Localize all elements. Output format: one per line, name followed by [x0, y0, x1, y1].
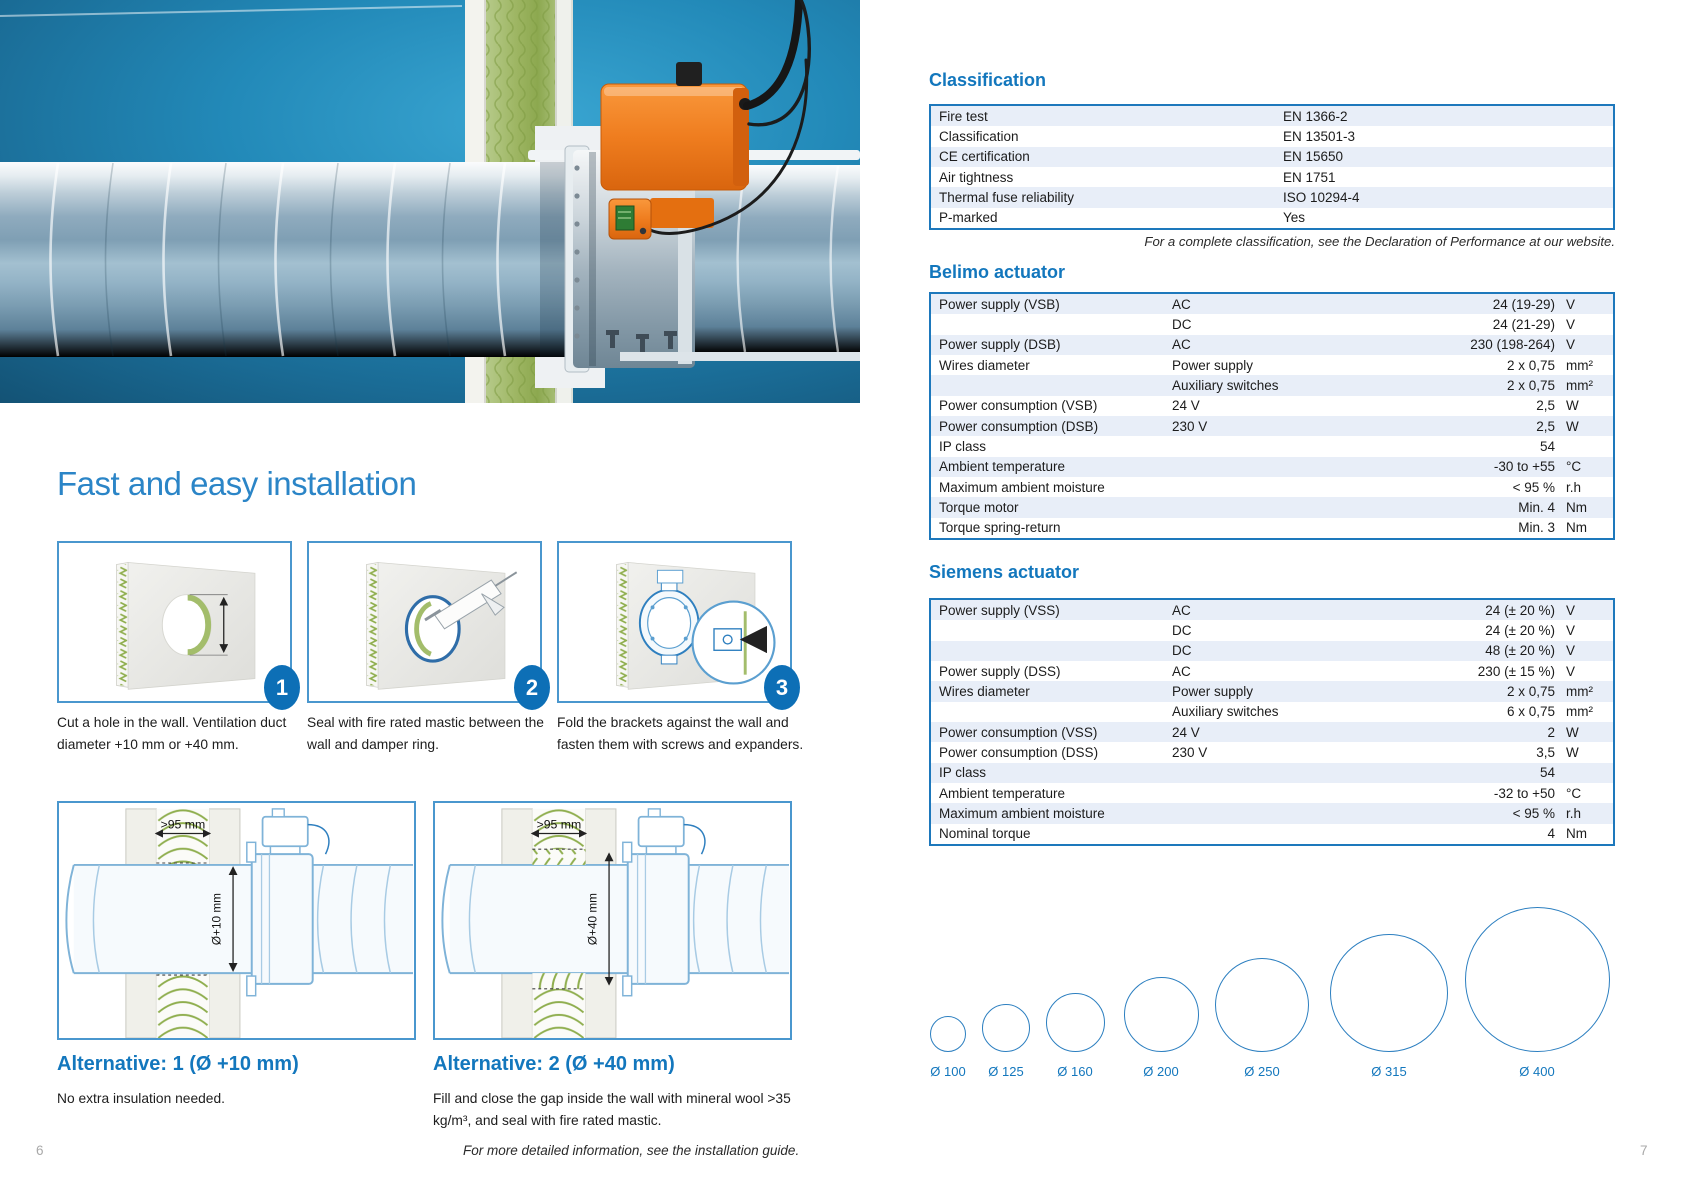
table-cell: EN 13501-3: [1283, 129, 1356, 145]
table-row: [931, 187, 1613, 207]
table-cell: EN 1751: [1283, 169, 1336, 185]
step1-illustration: [59, 543, 290, 701]
table-cell: 54: [1539, 439, 1555, 455]
table-cell: mm²: [1566, 378, 1593, 394]
table-row: [931, 355, 1613, 375]
table-cell: W: [1566, 418, 1579, 434]
page-number-left: 6: [36, 1143, 44, 1158]
table-cell: AC: [1172, 663, 1191, 679]
diameter-circle: [1465, 907, 1610, 1052]
step2-illustration: [309, 543, 540, 701]
table-cell: Power consumption (DSS): [939, 745, 1099, 761]
diameter-dimension-label: Ø+10 mm: [210, 892, 224, 946]
table-row: [931, 416, 1613, 436]
table-cell: 230 (± 15 %): [1477, 663, 1555, 679]
table-row: [931, 702, 1613, 722]
table-cell: mm²: [1566, 704, 1593, 720]
table-cell: Fire test: [939, 108, 988, 124]
table-cell: Torque spring-return: [939, 520, 1061, 536]
table-cell: Nm: [1566, 500, 1587, 516]
step-caption-1: Cut a hole in the wall. Ventilation duct diameter +10 mm or +40 mm.: [57, 715, 287, 753]
table-cell: 230 V: [1172, 418, 1208, 434]
table-cell: 2 x 0,75: [1506, 378, 1555, 394]
table-cell: Classification: [939, 129, 1019, 145]
page-number-right: 7: [1640, 1143, 1648, 1158]
belimo-table: [929, 292, 1615, 540]
table-cell: IP class: [939, 765, 987, 781]
table-row: [931, 436, 1613, 456]
table-row: [931, 396, 1613, 416]
table-cell: mm²: [1566, 684, 1593, 700]
table-cell: Thermal fuse reliability: [939, 190, 1075, 206]
table-row: [931, 147, 1613, 167]
table-cell: Wires diameter: [939, 357, 1030, 373]
table-cell: Power supply (VSB): [939, 296, 1060, 312]
table-cell: Min. 3: [1518, 520, 1555, 536]
table-cell: -30 to +55: [1493, 459, 1555, 475]
table-cell: 3,5: [1536, 745, 1555, 761]
diameter-label: Ø 200: [1143, 1064, 1179, 1079]
alternative2-heading: Alternative: 2 (Ø +40 mm): [433, 1053, 675, 1075]
table-row: [931, 518, 1613, 538]
table-cell: Power supply: [1172, 357, 1254, 373]
table-cell: 24 (19-29): [1492, 296, 1555, 312]
table-cell: < 95 %: [1512, 806, 1555, 822]
step-caption-2: Seal with fire rated mastic between the wall and damper ring.: [307, 715, 544, 753]
table-cell: 2 x 0,75: [1506, 357, 1555, 373]
step-box-3: [557, 541, 792, 703]
siemens-heading: Siemens actuator: [929, 562, 1080, 582]
wall-thickness-label: >95 mm: [160, 817, 206, 832]
table-cell: r.h: [1566, 479, 1582, 495]
table-cell: EN 1366-2: [1283, 108, 1348, 124]
table-cell: Power supply (DSS): [939, 663, 1061, 679]
diameter-label: Ø 250: [1244, 1064, 1280, 1079]
table-cell: 230 V: [1172, 745, 1208, 761]
belimo-heading: Belimo actuator: [929, 262, 1066, 282]
table-cell: 24 (21-29): [1492, 317, 1555, 333]
table-cell: 230 (198-264): [1470, 337, 1555, 353]
alternative1-heading: Alternative: 1 (Ø +10 mm): [57, 1053, 299, 1075]
table-cell: V: [1566, 643, 1576, 659]
diameter-dimension-label: Ø+40 mm: [586, 892, 600, 946]
step3-illustration: [559, 543, 790, 701]
table-cell: Ambient temperature: [939, 459, 1066, 475]
diameter-circle: [1124, 977, 1199, 1052]
table-cell: W: [1566, 745, 1579, 761]
table-cell: 24 V: [1172, 398, 1200, 414]
table-cell: Wires diameter: [939, 684, 1030, 700]
table-cell: Air tightness: [939, 169, 1014, 185]
table-cell: Auxiliary switches: [1172, 704, 1279, 720]
table-row: [931, 126, 1613, 146]
table-row: [931, 497, 1613, 517]
diameter-circle: [1046, 993, 1105, 1052]
table-cell: Power supply (VSS): [939, 602, 1060, 618]
table-cell: AC: [1172, 602, 1191, 618]
table-cell: 2,5: [1536, 398, 1555, 414]
table-row: [931, 375, 1613, 395]
hero-monitor-device: [609, 199, 651, 239]
table-cell: Power consumption (VSB): [939, 398, 1098, 414]
hero-lower-rail: [620, 352, 860, 361]
alternative1-box: [57, 801, 416, 1040]
table-cell: -32 to +50: [1493, 785, 1555, 801]
table-cell: V: [1566, 296, 1576, 312]
table-row: [931, 457, 1613, 477]
table-cell: Torque motor: [939, 500, 1019, 516]
table-cell: V: [1566, 337, 1576, 353]
table-cell: DC: [1172, 317, 1192, 333]
table-row: [931, 335, 1613, 355]
table-row: [931, 314, 1613, 334]
table-cell: Nm: [1566, 826, 1587, 842]
alternative1-body: No extra insulation needed.: [57, 1091, 225, 1106]
table-cell: °C: [1566, 785, 1582, 801]
table-row: [931, 763, 1613, 783]
table-cell: Yes: [1283, 210, 1306, 226]
table-row: [931, 208, 1613, 228]
alternative1-diagram: [59, 803, 414, 1038]
diameter-label: Ø 315: [1371, 1064, 1407, 1079]
alternative2-diagram: [435, 803, 790, 1038]
table-cell: 24 (± 20 %): [1485, 602, 1555, 618]
table-row: [931, 783, 1613, 803]
table-row: [931, 722, 1613, 742]
classification-note: For a complete classification, see the Declaration of Performance at our website.: [1144, 234, 1615, 249]
diameter-circle: [1215, 958, 1309, 1052]
table-cell: r.h: [1566, 806, 1582, 822]
table-cell: P-marked: [939, 210, 998, 226]
table-cell: Auxiliary switches: [1172, 378, 1279, 394]
table-row: [931, 600, 1613, 620]
hero-duct: [0, 162, 860, 357]
table-row: [931, 477, 1613, 497]
step-number-badge: 2: [514, 665, 550, 710]
table-cell: EN 15650: [1283, 149, 1344, 165]
table-cell: W: [1566, 724, 1579, 740]
table-cell: ISO 10294-4: [1283, 190, 1360, 206]
table-cell: V: [1566, 602, 1576, 618]
table-cell: AC: [1172, 296, 1191, 312]
table-row: [931, 106, 1613, 126]
table-cell: Ambient temperature: [939, 785, 1066, 801]
table-cell: Power supply: [1172, 684, 1254, 700]
siemens-table: [929, 598, 1615, 846]
page-title: Fast and easy installation: [57, 465, 417, 502]
alternative2-box: [433, 801, 792, 1040]
diameter-circle: [1330, 934, 1448, 1052]
table-cell: DC: [1172, 623, 1192, 639]
table-cell: AC: [1172, 337, 1191, 353]
table-cell: Maximum ambient moisture: [939, 806, 1105, 822]
table-cell: 24 (± 20 %): [1485, 623, 1555, 639]
step-number-badge: 1: [264, 665, 300, 710]
table-cell: V: [1566, 317, 1576, 333]
table-row: [931, 681, 1613, 701]
table-cell: DC: [1172, 643, 1192, 659]
step-box-2: [307, 541, 542, 703]
table-cell: 4: [1547, 826, 1555, 842]
table-row: [931, 641, 1613, 661]
diameter-label: Ø 100: [930, 1064, 966, 1079]
table-row: [931, 167, 1613, 187]
table-row: [931, 294, 1613, 314]
diameter-label: Ø 400: [1519, 1064, 1555, 1079]
table-cell: 48 (± 20 %): [1485, 643, 1555, 659]
step-box-1: [57, 541, 292, 703]
diameter-label: Ø 160: [1057, 1064, 1093, 1079]
table-cell: V: [1566, 663, 1576, 679]
diameter-label: Ø 125: [988, 1064, 1024, 1079]
classification-heading: Classification: [929, 70, 1047, 90]
table-cell: °C: [1566, 459, 1582, 475]
table-cell: Maximum ambient moisture: [939, 479, 1105, 495]
diameter-circle: [930, 1016, 966, 1052]
table-cell: Nm: [1566, 520, 1587, 536]
table-cell: V: [1566, 623, 1576, 639]
table-cell: Power consumption (DSB): [939, 418, 1099, 434]
table-cell: Power consumption (VSS): [939, 724, 1098, 740]
table-cell: Power supply (DSB): [939, 337, 1061, 353]
table-cell: 2 x 0,75: [1506, 684, 1555, 700]
table-cell: W: [1566, 398, 1579, 414]
step-number-badge: 3: [764, 665, 800, 710]
alternative2-body: Fill and close the gap inside the wall with mineral wool >35 kg/m³, and seal with fire rated mastic.: [433, 1091, 791, 1129]
wall-thickness-label: >95 mm: [536, 817, 582, 832]
table-cell: Nominal torque: [939, 826, 1031, 842]
table-cell: 2: [1547, 724, 1555, 740]
table-cell: IP class: [939, 439, 987, 455]
table-cell: < 95 %: [1512, 479, 1555, 495]
table-row: [931, 824, 1613, 844]
table-cell: 54: [1539, 765, 1555, 781]
table-cell: 24 V: [1172, 724, 1200, 740]
table-row: [931, 661, 1613, 681]
table-cell: CE certification: [939, 149, 1030, 165]
hero-product-render: [0, 0, 860, 403]
classification-table: [929, 104, 1615, 230]
step-caption-3: Fold the brackets against the wall and fasten them with screws and expanders.: [557, 715, 804, 753]
table-cell: mm²: [1566, 357, 1593, 373]
table-row: [931, 742, 1613, 762]
table-cell: 6 x 0,75: [1506, 704, 1555, 720]
table-cell: Min. 4: [1518, 500, 1555, 516]
table-row: [931, 803, 1613, 823]
diameter-circle: [982, 1004, 1030, 1052]
table-row: [931, 620, 1613, 640]
table-cell: 2,5: [1536, 418, 1555, 434]
footer-note: For more detailed information, see the installation guide.: [463, 1143, 800, 1158]
